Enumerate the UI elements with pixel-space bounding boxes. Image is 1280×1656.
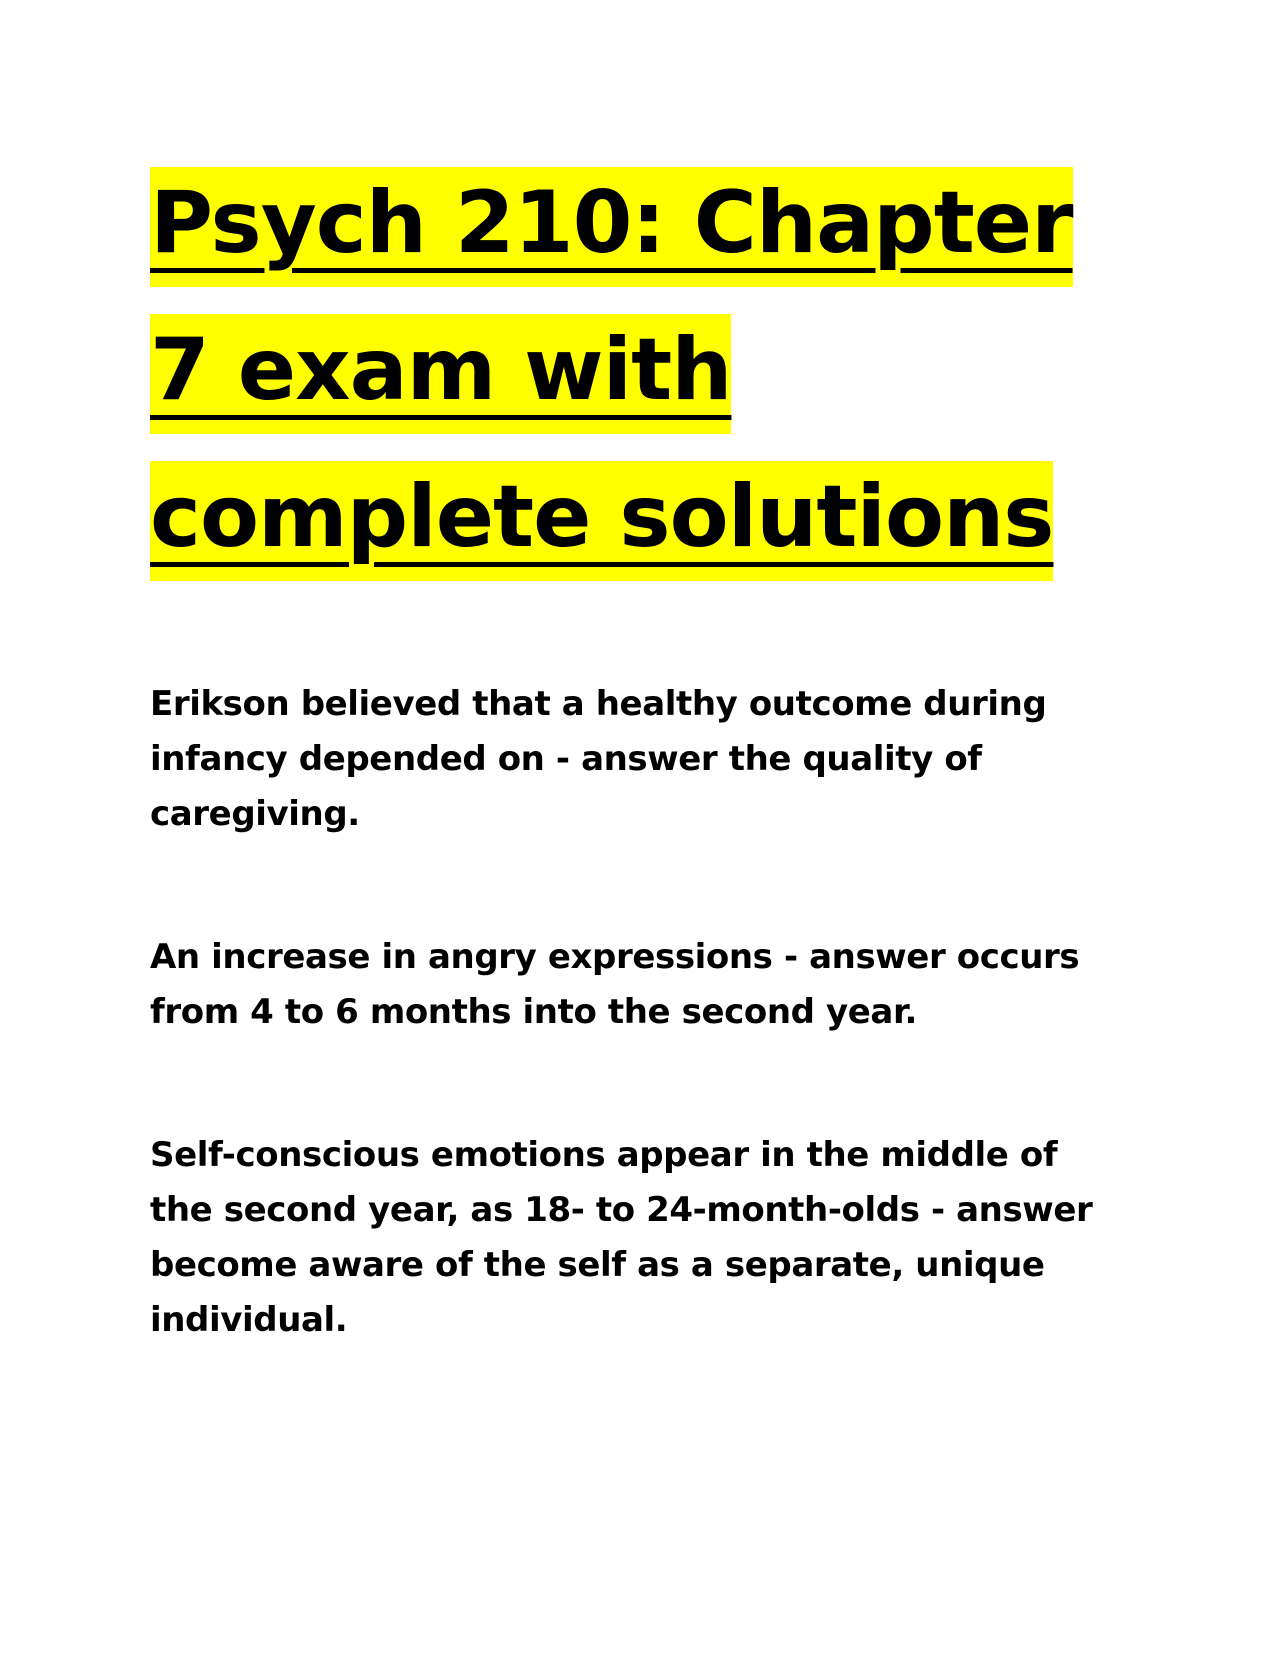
document-title <box>150 150 1150 591</box>
title-line-2: 7 exam with <box>150 314 731 434</box>
title-line-3: complete solutions <box>150 461 1053 581</box>
title-line-1: Psych 210: Chapter <box>150 167 1073 287</box>
qa-item-angry-expressions: An increase in angry expressions - answer occurs from 4 to 6 months into the second year. <box>150 937 1080 1032</box>
qa-item-self-conscious-emotions: Self-conscious emotions appear in the middle of the second year, as 18- to 24-month-olds - answer become aware of the self as a separate, unique individual. <box>150 1135 1093 1340</box>
qa-item-erikson: Erikson believed that a healthy outcome during infancy depended on - answer the quality of caregiving. <box>150 684 1047 834</box>
